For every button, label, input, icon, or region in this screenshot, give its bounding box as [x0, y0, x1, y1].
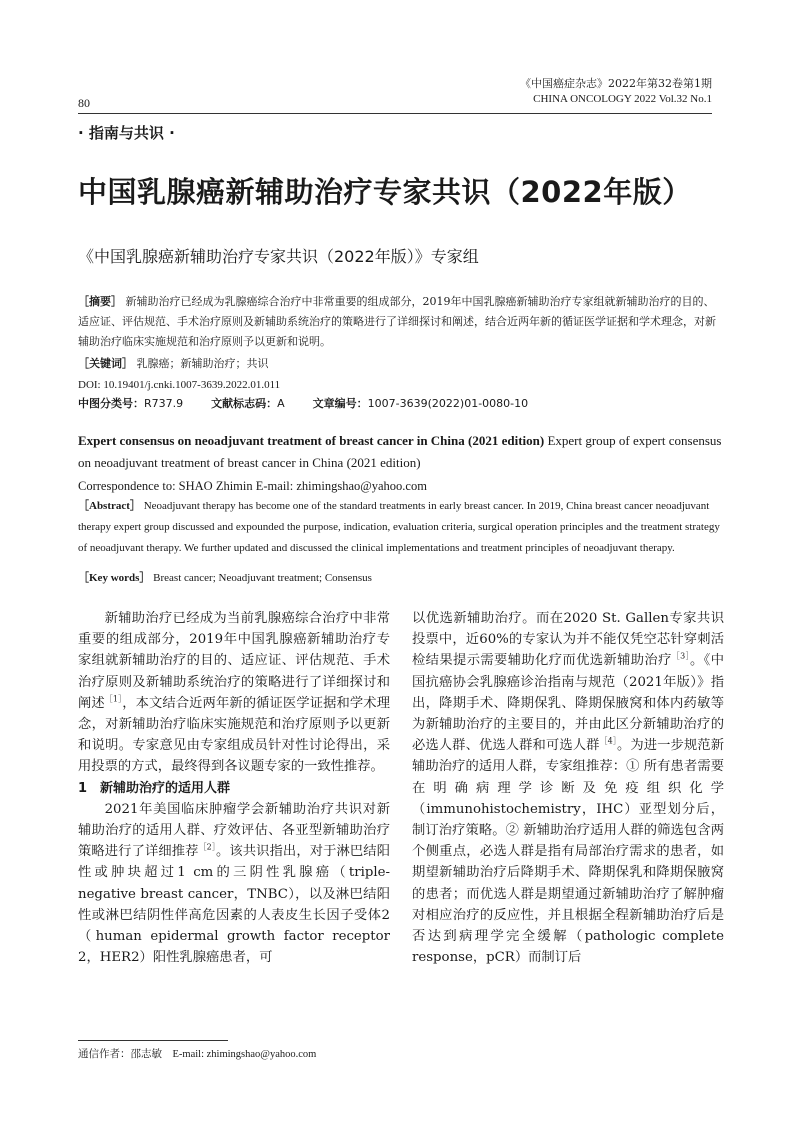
- journal-header: 《中国癌症杂志》2022年第32卷第1期: [520, 77, 712, 90]
- keywords-cn: [78, 354, 722, 374]
- english-title-block: [78, 430, 722, 474]
- english-title: Expert consensus on neoadjuvant treatment of breast cancer in China (2021 edition): [78, 433, 545, 448]
- english-author-line: Expert group of expert consensus on neoadjuvant treatment of breast cancer in China (2021 edition): [78, 433, 722, 470]
- page-number: 80: [78, 96, 90, 110]
- body-text: 以优选新辅助治疗。而在2020 St. Gallen专家共识投票中，近60%的专家认为并不能仅凭空芯针穿刺活检结果提示需要辅助化疗而优选新辅助治疗: [412, 611, 724, 669]
- keywords-en: [78, 568, 722, 588]
- body-text: 2021年美国临床肿瘤学会新辅助治疗共识对新辅助治疗的适用人群、疗效评估、各亚型新辅助治疗策略进行了详细推荐: [78, 801, 390, 860]
- keywords-en-label: ［Key words］: [78, 572, 151, 584]
- body-paragraph: [78, 799, 390, 969]
- doc-code-label: 文献标志码：: [211, 397, 278, 410]
- footnote-rule: [78, 1040, 228, 1041]
- abstract-cn-text: 新辅助治疗已经成为乳腺癌综合治疗中非常重要的组成部分，2019年中国乳腺癌新辅助治疗专家组就新辅助治疗的目的、适应证、评估规范、手术治疗原则及新辅助系统治疗的策略进行了详细探讨和阐述，结合近两年新的循证医学证据和学术理念，对新辅助治疗临床实施规范和治疗原则予以更新和说明。: [78, 295, 716, 348]
- doi: DOI: 10.19401/j.cnki.1007-3639.2022.01.011: [78, 379, 281, 391]
- article-number-value: 1007-3639(2022)01-0080-10: [367, 397, 529, 410]
- abstract-cn-label: ［摘要］: [78, 295, 122, 308]
- keywords-cn-label: ［关键词］: [78, 357, 133, 370]
- keywords-cn-text: 乳腺癌；新辅助治疗；共识: [136, 357, 269, 370]
- body-column-left: [78, 608, 390, 968]
- abstract-en-text: Neoadjuvant therapy has become one of the standard treatments in early breast cancer. In 2019, China breast cancer neoadjuvant therapy expert group discussed and expounded the purpose, indication, evaluation criteria, surgical operation principles and the treatment strategy of neoadjuvant therapy. We further updated and discussed the clinical implementations and treatment principles of neoadjuvant therapy.: [78, 500, 720, 554]
- clc-field: [78, 394, 183, 414]
- journal-header-english: CHINA ONCOLOGY 2022 Vol.32 No.1: [533, 93, 712, 105]
- header-rule: [78, 113, 712, 114]
- citation-ref[interactable]: ［3］: [671, 651, 690, 661]
- body-paragraph: [412, 608, 724, 968]
- body-text: ，本文结合近两年新的循证医学证据和学术理念，对新辅助治疗临床实施规范和治疗原则予以更新和说明。专家意见由专家组成员针对性讨论得出，采用投票的方式，最终得到各议题专家的一致性推荐。: [78, 695, 391, 775]
- body-text: 。为进一步规范新辅助治疗的适用人群，专家组推荐：① 所有患者需要在明确病理学诊断及免疫组织化学（immunohistochemistry，IHC）亚型划分后，制订治疗策略。② 新辅助治疗适用人群的筛选包含两个侧重点，必选人群是指有局部治疗需求的患者，如期望新辅助治疗后降期手术、降期保乳和降期保腋窝的患者；而优选人群是期望通过新辅助治疗了解肿瘤对相应治疗的反应性，并且根据全程新辅助治疗后是否达到病理学完全缓解（pathologic complete response，pCR）而制订后: [412, 738, 725, 966]
- body-text: 。该共识指出，对于淋巴结阳性或肿块超过1 cm的三阴性乳腺癌（triple-negative breast cancer，TNBC），以及淋巴结阳性或淋巴结阴性伴高危因素的人表皮生长因子受体2（human epidermal growth factor receptor 2，HER2）阳性乳腺癌患者，可: [78, 844, 390, 966]
- correspondence: Correspondence to: SHAO Zhimin E-mail: zhimingshao@yahoo.com: [78, 479, 427, 493]
- body-column-right: [412, 608, 724, 968]
- body-text: 。《中国抗癌协会乳腺癌诊治指南与规范（2021年版）》指出，降期手术、降期保乳、降期保腋窝和体内药敏等为新辅助治疗的主要目的，并由此区分新辅助治疗的必选人群、优选人群和可选人群: [412, 653, 724, 754]
- keywords-en-text: Breast cancer; Neoadjuvant treatment; Consensus: [153, 572, 372, 584]
- article-title: 中国乳腺癌新辅助治疗专家共识（2022年版）: [78, 175, 692, 209]
- citation-ref[interactable]: ［2］: [198, 842, 216, 852]
- citation-ref[interactable]: ［1］: [104, 694, 123, 704]
- abstract-en-label: ［Abstract］: [78, 500, 141, 512]
- article-number-field: [313, 394, 528, 414]
- doc-code-field: [211, 394, 285, 414]
- abstract-cn: [78, 292, 722, 352]
- citation-ref[interactable]: ［4］: [599, 736, 617, 746]
- footnote-correspondence: 通信作者：邵志敏 E-mail: zhimingshao@yahoo.com: [78, 1049, 317, 1060]
- clc-value: R737.9: [144, 397, 184, 410]
- article-number-label: 文章编号：: [312, 397, 368, 410]
- section-tag: · 指南与共识 ·: [78, 124, 175, 142]
- clc-label: 中图分类号：: [78, 397, 144, 410]
- abstract-en: [78, 496, 722, 559]
- section-heading: 1 新辅助治疗的适用人群: [78, 780, 231, 796]
- doc-code-value: A: [277, 397, 285, 410]
- body-text: 新辅助治疗已经成为当前乳腺癌综合治疗中非常重要的组成部分，2019年中国乳腺癌新辅助治疗专家组就新辅助治疗的目的、适应证、评估规范、手术治疗原则及新辅助系统治疗的策略进行了详细探讨和阐述: [78, 611, 390, 711]
- body-paragraph: [78, 608, 390, 778]
- classification-line: [78, 394, 722, 414]
- author-group: 《中国乳腺癌新辅助治疗专家共识（2022年版）》专家组: [78, 247, 479, 266]
